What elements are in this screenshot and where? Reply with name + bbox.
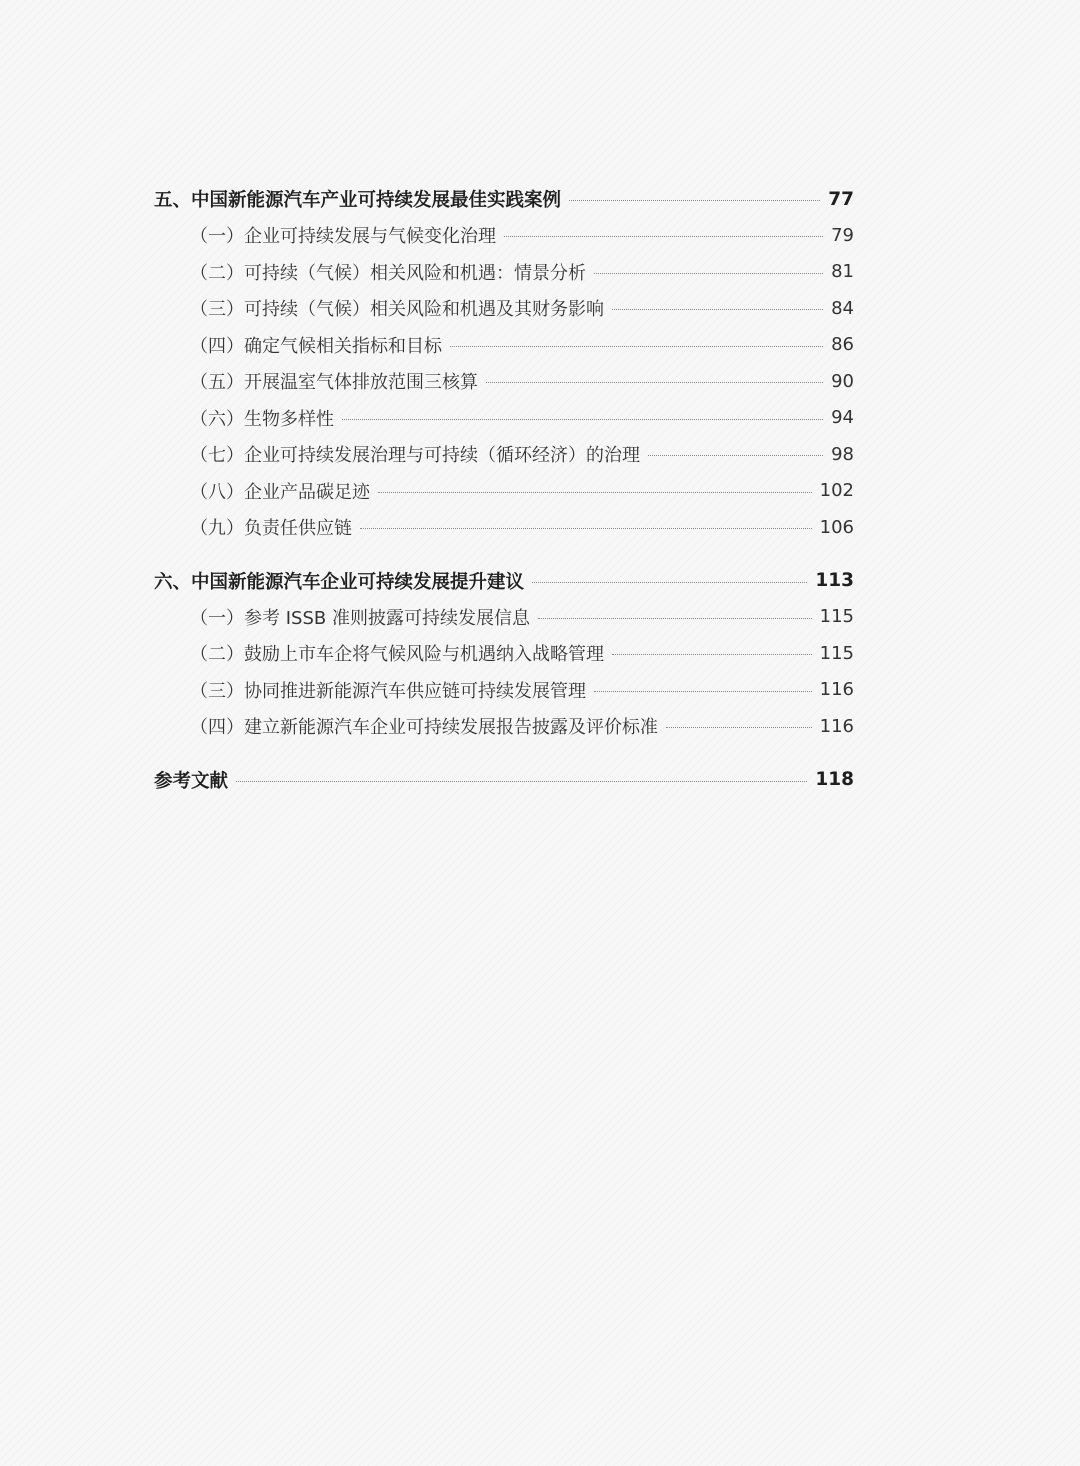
toc-entry-row[interactable]	[154, 672, 854, 709]
toc-page-number: 77	[828, 188, 854, 210]
toc-heading-row[interactable]	[154, 181, 854, 217]
toc-page-number: 115	[819, 642, 854, 664]
toc-page-number: 98	[831, 443, 854, 465]
toc-entry-row[interactable]	[154, 509, 854, 546]
dot-leader	[450, 345, 823, 347]
toc-page-number: 116	[819, 715, 854, 737]
toc-entry-row[interactable]	[154, 473, 854, 510]
toc-heading-title: 五、中国新能源汽车产业可持续发展最佳实践案例	[154, 190, 562, 211]
toc-entry-title: （三）可持续（气候）相关风险和机遇及其财务影响	[190, 299, 604, 321]
dot-leader	[378, 491, 812, 493]
toc-entry-title: （四）确定气候相关指标和目标	[190, 335, 442, 357]
toc-heading-row[interactable]	[154, 762, 854, 798]
toc-page-number: 86	[831, 334, 854, 356]
toc-page-number: 115	[819, 606, 854, 628]
toc-page-number: 113	[815, 570, 854, 591]
dot-leader	[666, 726, 812, 728]
toc-page-number: 102	[819, 480, 854, 502]
dot-leader	[342, 418, 823, 420]
toc-page-number: 116	[819, 679, 854, 701]
toc-entry-title: （七）企业可持续发展治理与可持续（循环经济）的治理	[190, 445, 640, 467]
toc-entry-row[interactable]	[154, 254, 854, 291]
toc-heading-title: 六、中国新能源汽车企业可持续发展提升建议	[154, 571, 525, 593]
toc-section-6	[154, 563, 854, 745]
toc-page-number: 81	[831, 261, 854, 283]
dot-leader	[569, 199, 820, 201]
toc-entry-row[interactable]	[154, 436, 854, 473]
toc-section-references	[154, 762, 854, 798]
toc-page-number: 90	[831, 370, 854, 392]
toc-entry-row[interactable]	[154, 708, 854, 745]
dot-leader	[612, 653, 812, 655]
toc-heading-row[interactable]	[154, 563, 854, 599]
toc-entry-row[interactable]	[154, 599, 854, 636]
toc-entry-title: （八）企业产品碳足迹	[190, 481, 370, 503]
toc-entry-title: （二）可持续（气候）相关风险和机遇：情景分析	[190, 262, 586, 284]
toc-entry-row[interactable]	[154, 400, 854, 437]
toc-entry-title: （二）鼓励上市车企将气候风险与机遇纳入战略管理	[190, 644, 604, 666]
toc-entry-title: （五）开展温室气体排放范围三核算	[190, 372, 478, 394]
dot-leader	[594, 272, 823, 274]
toc-section-5	[154, 181, 854, 546]
dot-leader	[504, 235, 823, 237]
dot-leader	[532, 581, 807, 583]
toc-entry-row[interactable]	[154, 290, 854, 327]
toc-entry-title: （一）企业可持续发展与气候变化治理	[190, 226, 496, 248]
toc-page-number: 106	[819, 516, 854, 538]
toc-entry-title: （九）负责任供应链	[190, 518, 352, 540]
toc-entry-title: （六）生物多样性	[190, 408, 334, 430]
dot-leader	[236, 780, 807, 782]
toc-entry-title: （一）参考 ISSB 准则披露可持续发展信息	[190, 607, 530, 629]
toc-heading-title: 参考文献	[154, 770, 229, 792]
dot-leader	[486, 381, 823, 383]
toc-entry-row[interactable]	[154, 363, 854, 400]
toc-entry-title: （三）协同推进新能源汽车供应链可持续发展管理	[190, 680, 586, 702]
toc-entry-row[interactable]	[154, 635, 854, 672]
dot-leader	[360, 527, 812, 529]
dot-leader	[594, 690, 812, 692]
toc-page-number: 118	[815, 769, 854, 790]
toc-page-number: 94	[831, 407, 854, 429]
toc-entry-row[interactable]	[154, 217, 854, 254]
dot-leader	[612, 308, 823, 310]
dot-leader	[648, 454, 823, 456]
dot-leader	[538, 617, 812, 619]
toc-entry-title: （四）建立新能源汽车企业可持续发展报告披露及评价标准	[190, 717, 658, 739]
toc-page-number: 79	[831, 224, 854, 246]
toc-entry-row[interactable]	[154, 327, 854, 364]
table-of-contents	[154, 181, 854, 815]
toc-page-number: 84	[831, 297, 854, 319]
